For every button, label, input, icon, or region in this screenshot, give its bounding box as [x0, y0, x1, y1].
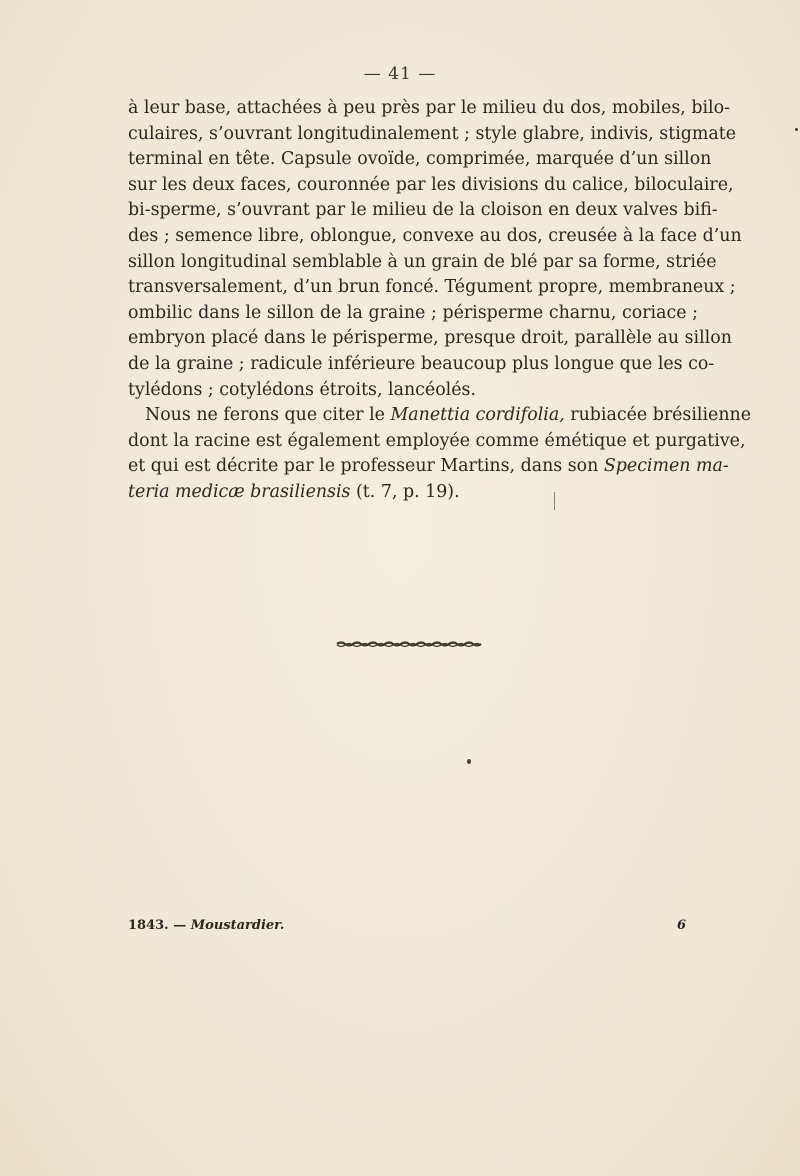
- text-line: tylédons ; cotylédons étroits, lancéolés.: [128, 379, 476, 400]
- text-run: et qui est décrite par le professeur Martins, dans son: [128, 456, 604, 477]
- paper-speck: [554, 492, 555, 510]
- text-line: de la graine ; radicule inférieure beaucoup plus longue que les co-: [128, 353, 715, 374]
- text-line: sillon longitudinal semblable à un grain de blé par sa forme, striée: [128, 251, 717, 272]
- text-run: (t. 7, p. 19).: [350, 481, 460, 502]
- text-line: terminal en tête. Capsule ovoïde, comprimée, marquée d’un sillon: [128, 149, 712, 170]
- gathering-signature: 6: [676, 918, 686, 933]
- paragraph-line: [128, 403, 752, 429]
- text-run: Nous ne ferons que citer le: [145, 405, 391, 426]
- footer-author: Moustardier.: [190, 918, 285, 933]
- paragraph-line: [128, 480, 698, 506]
- paper-speck: [795, 128, 798, 131]
- text-line: embryon placé dans le périsperme, presque droit, parallèle au sillon: [128, 328, 732, 349]
- footer-imprint: [128, 918, 284, 933]
- paragraph-line: [128, 454, 729, 480]
- text-line: ombilic dans le sillon de la graine ; périsperme charnu, coriace ;: [128, 302, 698, 323]
- text-line: à leur base, attachées à peu près par le milieu du dos, mobiles, bilo-: [128, 98, 730, 118]
- text-run: rubiacée brésilienne: [564, 405, 752, 426]
- book-title: Specimen ma-: [603, 456, 729, 477]
- body-text: [128, 96, 752, 506]
- text-line: bi-sperme, s’ouvrant par le milieu de la cloison en deux valves bifi-: [128, 200, 718, 221]
- paragraph-line: dont la racine est également employée comme émétique et purgative,: [128, 430, 746, 451]
- paper-speck: [467, 759, 471, 764]
- text-line: culaires, s’ouvrant longitudinalement ; style glabre, indivis, stigmate: [128, 123, 737, 144]
- signature-footer: [128, 918, 698, 940]
- page-number: — 41 —: [363, 64, 437, 84]
- footer-year: 1843. —: [128, 918, 191, 933]
- book-title: teria medicæ brasiliensis: [128, 481, 351, 502]
- text-line: transversalement, d’un brun foncé. Tégument propre, membraneux ;: [128, 277, 736, 298]
- species-name: Manettia cordifolia,: [390, 405, 565, 426]
- text-line: sur les deux faces, couronnée par les divisions du calice, biloculaire,: [128, 174, 734, 195]
- text-line: des ; semence libre, oblongue, convexe au dos, creusée à la face d’un: [128, 225, 742, 246]
- ornament-rule: [335, 639, 485, 649]
